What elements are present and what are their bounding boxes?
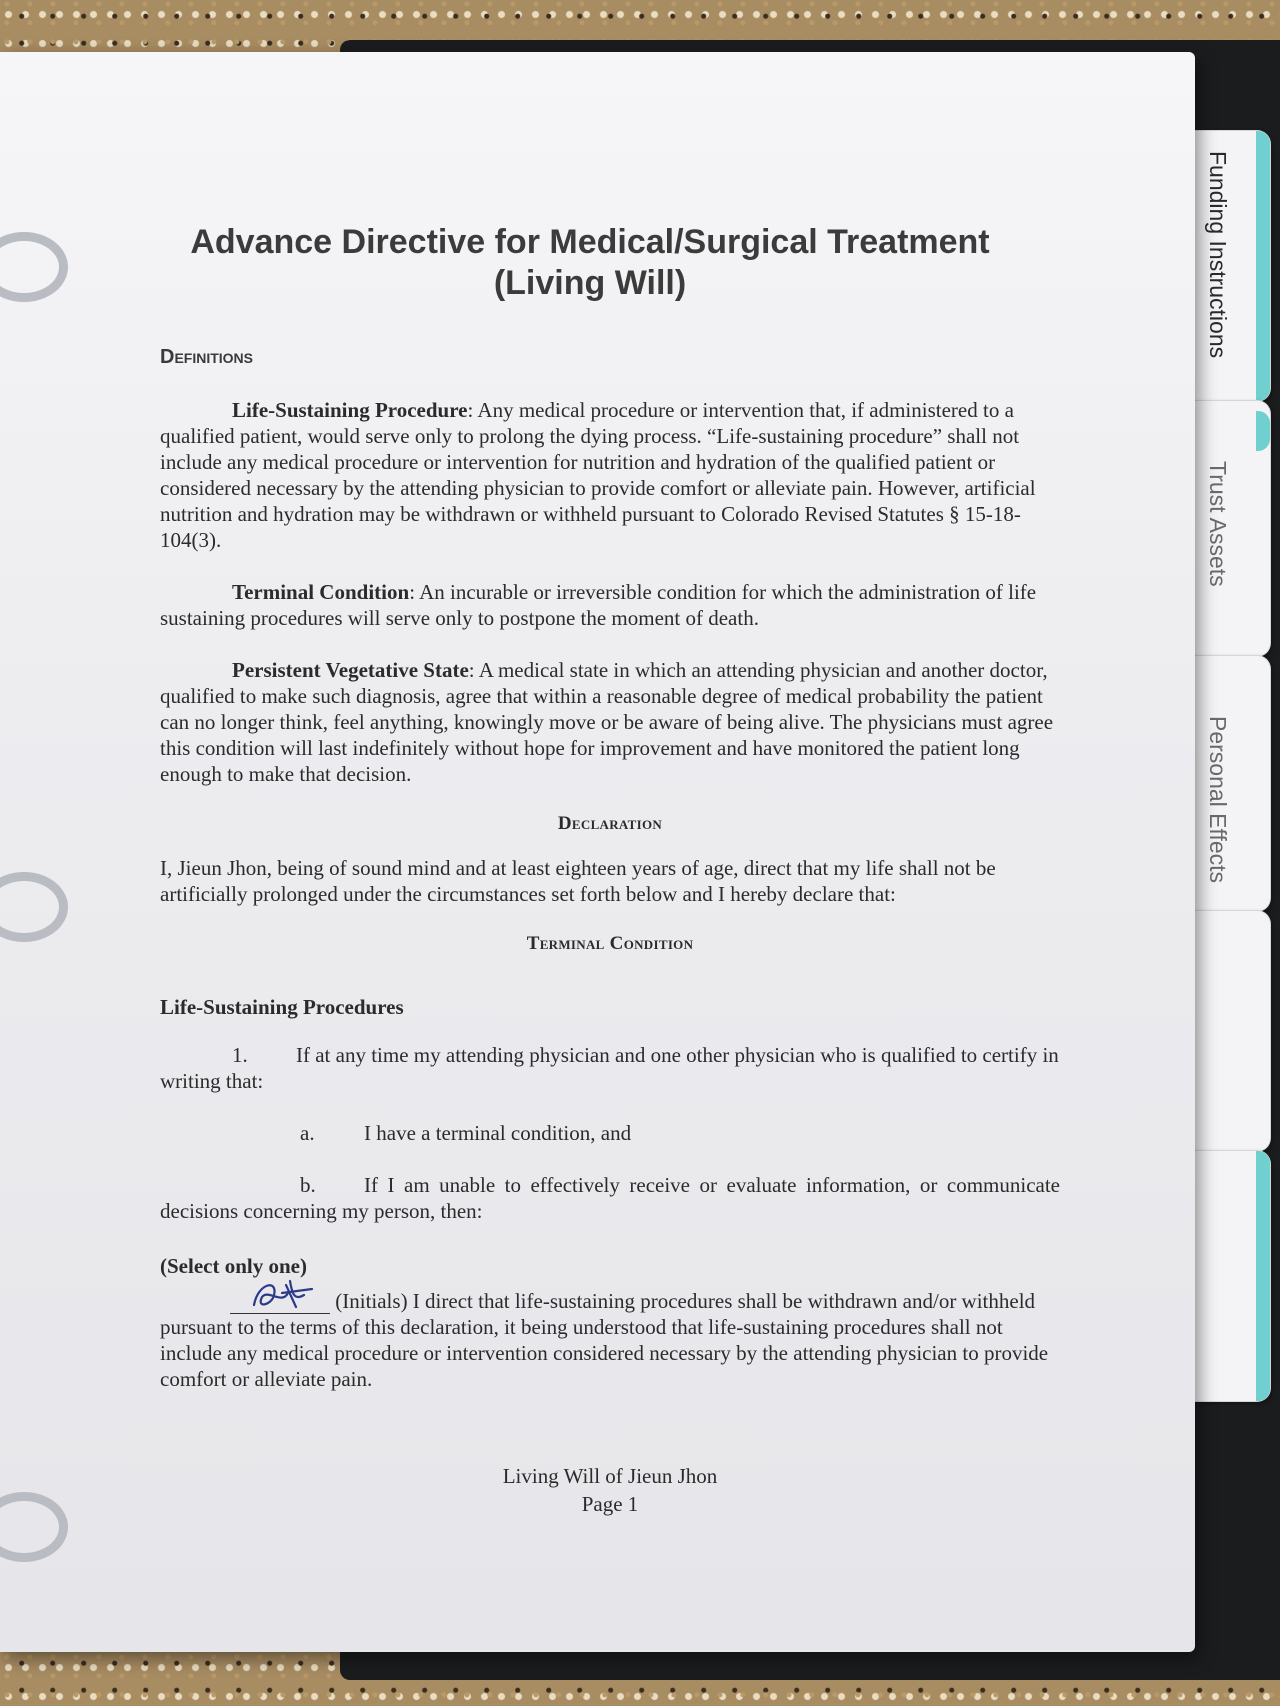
life-sustaining-procedures-subheading: Life-Sustaining Procedures (160, 994, 404, 1019)
title-line-2: (Living Will) (493, 263, 687, 302)
footer-page-number: Page 1 (581, 1491, 639, 1516)
initials-field[interactable] (230, 1287, 330, 1314)
document-title (120, 222, 1060, 304)
definition-life-sustaining-procedure (160, 397, 1060, 553)
tab-accent-strip (1256, 1151, 1270, 1401)
terminal-condition-heading: Terminal Condition (526, 932, 694, 954)
footer-document-name: Living Will of Jieun Jhon (502, 1463, 718, 1488)
document-content (160, 222, 1060, 1518)
handwritten-initials-signature (248, 1275, 318, 1315)
title-line-1: Advance Directive for Medical/Surgical Treatment (190, 223, 990, 261)
clause-text: If at any time my attending physician and one other physician who is qualified to certify in writing that: (160, 1042, 1059, 1093)
definition-text: : An incurable or irreversible condition for which the administration of life sustaining procedures will serve only to postpone the moment of death. (160, 579, 1037, 630)
tab-label: Trust Assets (1205, 461, 1231, 587)
document-page (0, 52, 1195, 1652)
definition-term: Terminal Condition (232, 579, 410, 604)
definition-term: Life-Sustaining Procedure (232, 397, 468, 422)
clause-1a (300, 1120, 1060, 1146)
definition-text: : Any medical procedure or intervention that, if administered to a qualified patient, would serve only to prolong the dying process. “Life-sustaining procedure” shall not include any medical procedure or intervention for nutrition and hydration of the qualified patient or considered necessary by the attending physician to provide comfort or alleviate pain. However, artificial nutrition and hydration may be withdrawn or withheld pursuant to Colorado Revised Statutes § 15-18-104(3). (160, 397, 1036, 552)
definition-text: : A medical state in which an attending physician and another doctor, qualified to make such diagnosis, agree that within a reasonable degree of medical probability the patient can no longer think, feel anything, knowingly move or be aware of being alive. The physicians must agree this condition will last indefinitely without hope for improvement and have monitored the patient long enough to make that decision. (160, 657, 1054, 786)
clause-number: 1. (232, 1042, 248, 1067)
page-footer (160, 1462, 1060, 1518)
clause-text: If I am unable to effectively receive or evaluate information, or communicate decisions concerning my person, then: (160, 1172, 1060, 1223)
binder-ring-top (0, 232, 68, 302)
binder-ring-bottom (0, 1492, 68, 1562)
divider-tabs (1180, 130, 1280, 1530)
definition-persistent-vegetative-state (160, 657, 1060, 787)
tab-label: Funding Instructions (1205, 151, 1231, 359)
declaration-text: I, Jieun Jhon, being of sound mind and at least eighteen years of age, direct that my life shall not be artificially prolonged under the circumstances set forth below and I hereby declare that: (160, 855, 996, 906)
tab-label: Personal Effects (1205, 716, 1231, 884)
select-only-one-label: (Select only one) (160, 1253, 307, 1278)
declaration-heading: Declaration (557, 812, 663, 834)
clause-text: I have a terminal condition, and (364, 1120, 632, 1145)
clause-1b (160, 1172, 1060, 1224)
definitions-heading: Definitions (160, 345, 254, 368)
definition-terminal-condition (160, 579, 1060, 631)
binder-ring-middle (0, 872, 68, 942)
tab-accent-strip (1256, 131, 1270, 401)
definition-term: Persistent Vegetative State (232, 657, 469, 682)
tab-accent-strip (1256, 411, 1270, 451)
clause-1 (160, 1042, 1060, 1094)
initials-option-text: (Initials) I direct that life-sustaining procedures shall be withdrawn and/or withheld pursuant to the terms of this declaration, it being understood that life-sustaining procedures shall not include any medical procedure or intervention considered necessary by the attending physician to provide comfort or alleviate pain. (160, 1288, 1049, 1391)
initials-option (160, 1287, 1060, 1392)
clause-letter: b. (300, 1172, 316, 1197)
clause-letter: a. (300, 1120, 315, 1145)
